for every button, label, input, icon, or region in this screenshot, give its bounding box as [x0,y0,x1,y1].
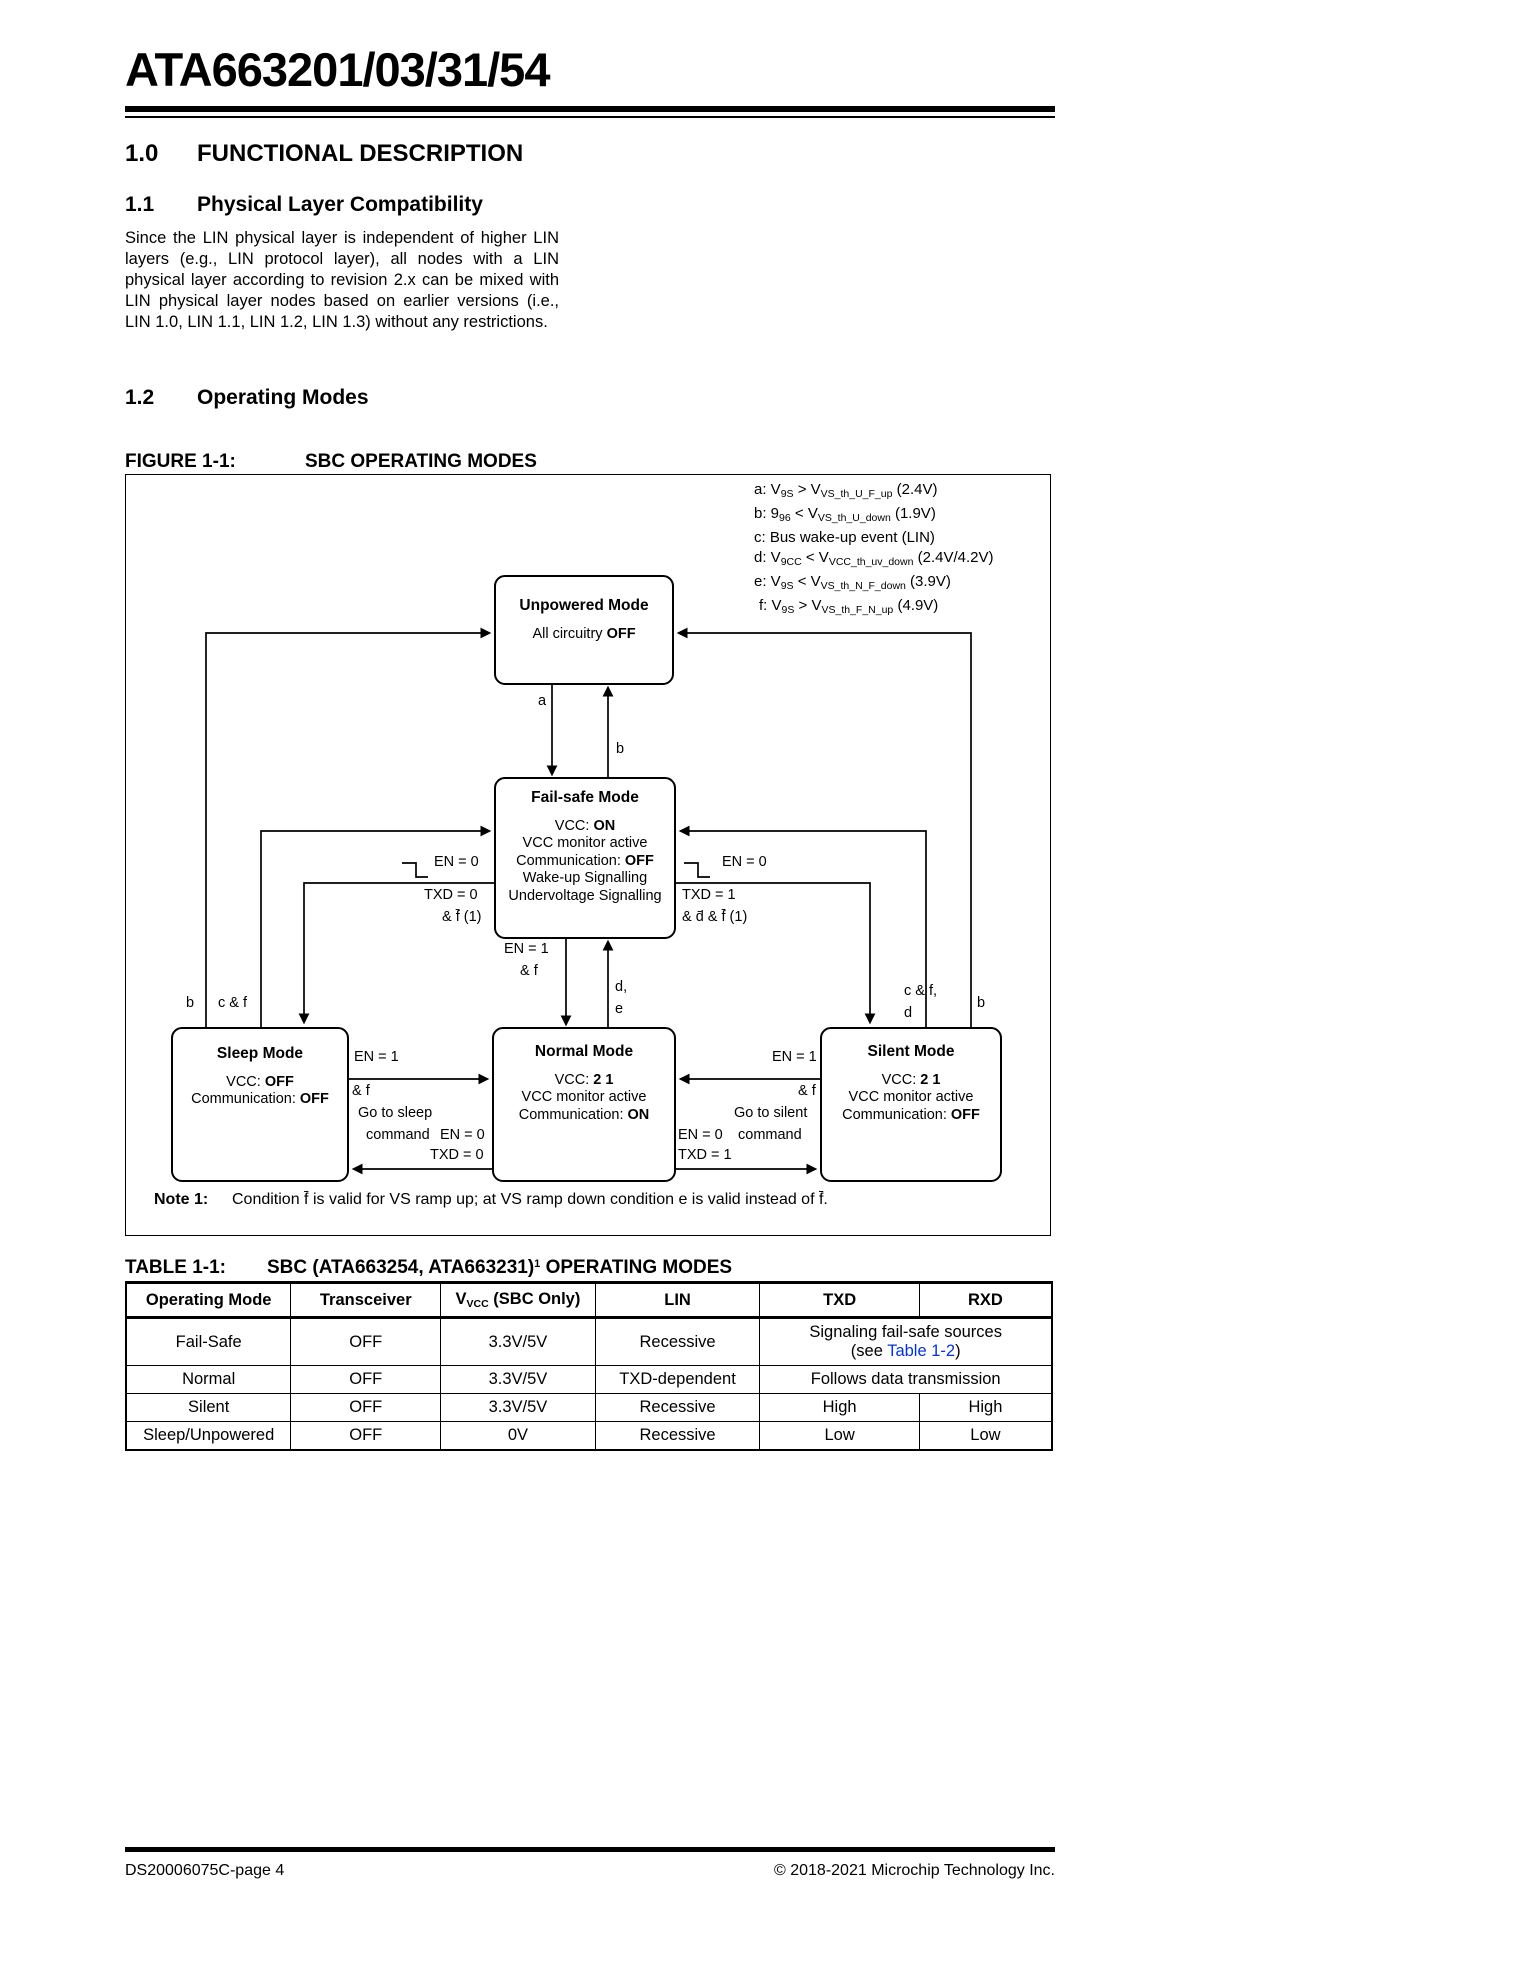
mode-line: VCC monitor active [521,1089,647,1105]
col-operating-mode: Operating Mode [126,1283,291,1318]
transition-label: EN = 0 [440,1127,485,1143]
section-title: Operating Modes [197,386,369,409]
arrow-silent-to-unpowered [680,633,971,1027]
section-title: Physical Layer Compatibility [197,193,483,216]
transition-label: EN = 0 [722,854,767,870]
transition-label: TXD = 1 [682,887,736,903]
legend-entry: f: $V_{9S} > V_{VS\_th\_F\_N\_up}$ (4.9V) [759,597,939,616]
physical-layer-paragraph: Since the LIN physical layer is independent of higher LIN layers (e.g., LIN protocol layer), all nodes with a LIN physical layer according to revision 2.x can be mixed with LIN physical layer nodes based on earlier versions (i.e., LIN 1.0, LIN 1.1, LIN 1.2, LIN 1.3) without any restrictions. [125,229,559,331]
section-heading-operating-modes [125,386,369,410]
transition-label: d, [615,979,628,995]
cell-line: Signaling fail-safe sources [809,1323,1002,1341]
cell-txd-rxd [760,1318,1052,1366]
table-title: SBC (ATA663254, ATA663231)$^1$ OPERATING MODES [267,1257,733,1278]
table-caption [125,1257,732,1279]
state-diagram-figure [125,474,1051,1236]
mode-title: Silent Mode [867,1043,955,1060]
mode-line: Wake-up Signalling [522,870,648,886]
legend-entry: b: $9_{96} < V_{VS\_th\_U\_down}$ (1.9V) [754,505,936,524]
col-transceiver: Transceiver [291,1283,441,1318]
normal-mode-box [492,1027,676,1182]
transition-label: EN = 1 [354,1049,399,1065]
cell-transceiver: OFF [291,1366,441,1394]
cell-lin: TXD-dependent [595,1366,760,1394]
mode-title: Fail-safe Mode [531,789,639,806]
legend-entry: e: $V_{9S} < V_{VS\_th\_N\_F\_down}$ (3.9V) [754,573,951,592]
cell-transceiver: OFF [291,1318,441,1366]
unpowered-mode-box [494,575,674,685]
operating-modes-table [125,1281,1053,1451]
transition-label: e [615,1001,624,1017]
cell-vcc: 3.3V/5V [441,1366,596,1394]
table-header-row [126,1283,1052,1318]
table-1-2-link[interactable]: Table 1-2 [887,1342,956,1360]
cell-vcc: 3.3V/5V [441,1318,596,1366]
section-heading-functional [125,140,523,168]
transition-label: EN = 0 [434,854,479,870]
section-number: 1.0 [125,140,159,167]
cell-mode: Fail-Safe [126,1318,291,1366]
transition-label: EN = 1 [772,1049,817,1065]
legend-entry: c: Bus wake-up event (LIN) [754,529,935,546]
arrow-silent-to-failsafe [682,831,926,1027]
cell-mode: Silent [126,1394,291,1422]
page-title: ATA663201/03/31/54 [125,43,550,96]
silent-mode-box [820,1027,1002,1182]
transition-label: TXD = 0 [424,887,478,903]
note-label: Note 1: [154,1191,209,1208]
cell-lin: Recessive [595,1394,760,1422]
figure-title: SBC OPERATING MODES [305,451,537,472]
title-rule-thick [125,106,1055,112]
transition-label: & f [798,1083,816,1099]
mode-line: Communication: OFF [516,852,654,869]
section-heading-physical-layer [125,193,483,217]
arrow-failsafe-to-sleep [304,883,494,1021]
transition-label: command [366,1127,430,1143]
figure-caption [125,451,537,473]
transition-label: & f [520,963,538,979]
transition-label: b [616,741,625,757]
legend-entry: a: $V_{9S} > V_{VS\_th\_U\_F\_up}$ (2.4V) [754,481,938,500]
transition-label: b [977,995,986,1011]
transition-label: command [738,1127,802,1143]
transition-label: & d̄ & f̄ (1) [682,909,748,925]
legend-entry: d: $V_{9CC} < V_{VCC\_th\_uv\_down}$ (2.4V/4.2V) [754,549,994,568]
title-rule-thin [125,116,1055,118]
transition-label: EN = 0 [678,1127,723,1143]
cell-rxd: High [919,1394,1052,1422]
col-txd: TXD [760,1283,919,1318]
mode-title: Unpowered Mode [519,597,649,614]
mode-title: Normal Mode [534,1043,634,1060]
mode-line: Communication: ON [518,1106,650,1123]
col-rxd: RXD [919,1283,1052,1318]
cell-rxd: Low [919,1422,1052,1451]
figure-note [154,1191,828,1209]
arrow-failsafe-to-silent [676,883,870,1021]
transition-label: b [186,995,195,1011]
page-footer [125,1862,1055,1880]
mode-line: Communication: OFF [842,1106,980,1123]
transition-label: TXD = 1 [678,1147,732,1163]
section-number: 1.2 [125,386,155,409]
mode-line: Undervoltage Signalling [508,887,662,904]
transition-label: d [904,1005,913,1021]
table-row-silent [126,1394,1052,1422]
section-title: FUNCTIONAL DESCRIPTION [197,140,524,167]
transition-label: TXD = 0 [430,1147,484,1163]
cell-mode: Normal [126,1366,291,1394]
failsafe-mode-box [494,777,676,939]
mode-line: VCC: OFF [226,1073,294,1090]
cell-vcc: 3.3V/5V [441,1394,596,1422]
transition-label: EN = 1 [504,941,549,957]
cell-transceiver: OFF [291,1422,441,1451]
mode-line: All circuitry OFF [532,625,636,642]
mode-line: VCC: 2 1 [881,1071,941,1088]
cell-lin: Recessive [595,1422,760,1451]
mode-line: VCC monitor active [522,835,648,851]
table-row-normal [126,1366,1052,1394]
note-text: Condition f̄ is valid for VS ramp up; at VS ramp down condition e is valid instead of f̄. [232,1191,828,1208]
transition-label: a [538,693,547,709]
table-row-failsafe [126,1318,1052,1366]
footer-doc-number: DS20006075C-page 4 [125,1862,285,1879]
col-lin: LIN [595,1283,760,1318]
cell-line: (see Table 1-2) [850,1342,961,1360]
table-label: TABLE 1-1: [125,1257,226,1278]
transition-label: Go to silent [734,1105,808,1121]
table-row-sleep [126,1422,1052,1451]
falling-edge-icon [402,863,428,877]
transition-label: & f̄ (1) [442,909,482,925]
footer-copyright: © 2018-2021 Microchip Technology Inc. [774,1862,1055,1879]
transition-label: Go to sleep [358,1105,433,1121]
cell-txd-rxd: Follows data transmission [760,1366,1052,1394]
mode-title: Sleep Mode [216,1045,304,1062]
footer-rule [125,1847,1055,1852]
transition-label: c & f, [904,983,938,999]
col-vcc: $V_{VCC}$ (SBC Only) [441,1283,596,1318]
cell-txd: High [760,1394,919,1422]
mode-line: VCC: 2 1 [554,1071,614,1088]
sleep-mode-box [171,1027,349,1182]
cell-vcc: 0V [441,1422,596,1451]
transition-label: c & f [218,995,248,1011]
section-number: 1.1 [125,193,155,216]
figure-label: FIGURE 1-1: [125,451,236,472]
cell-lin: Recessive [595,1318,760,1366]
mode-line: VCC monitor active [848,1089,974,1105]
arrow-sleep-to-unpowered [206,633,488,1027]
cell-txd: Low [760,1422,919,1451]
mode-line: VCC: ON [554,817,616,834]
cell-mode: Sleep/Unpowered [126,1422,291,1451]
mode-line: Communication: OFF [191,1091,329,1107]
falling-edge-icon [684,863,710,877]
transition-label: & f [352,1083,370,1099]
cell-transceiver: OFF [291,1394,441,1422]
